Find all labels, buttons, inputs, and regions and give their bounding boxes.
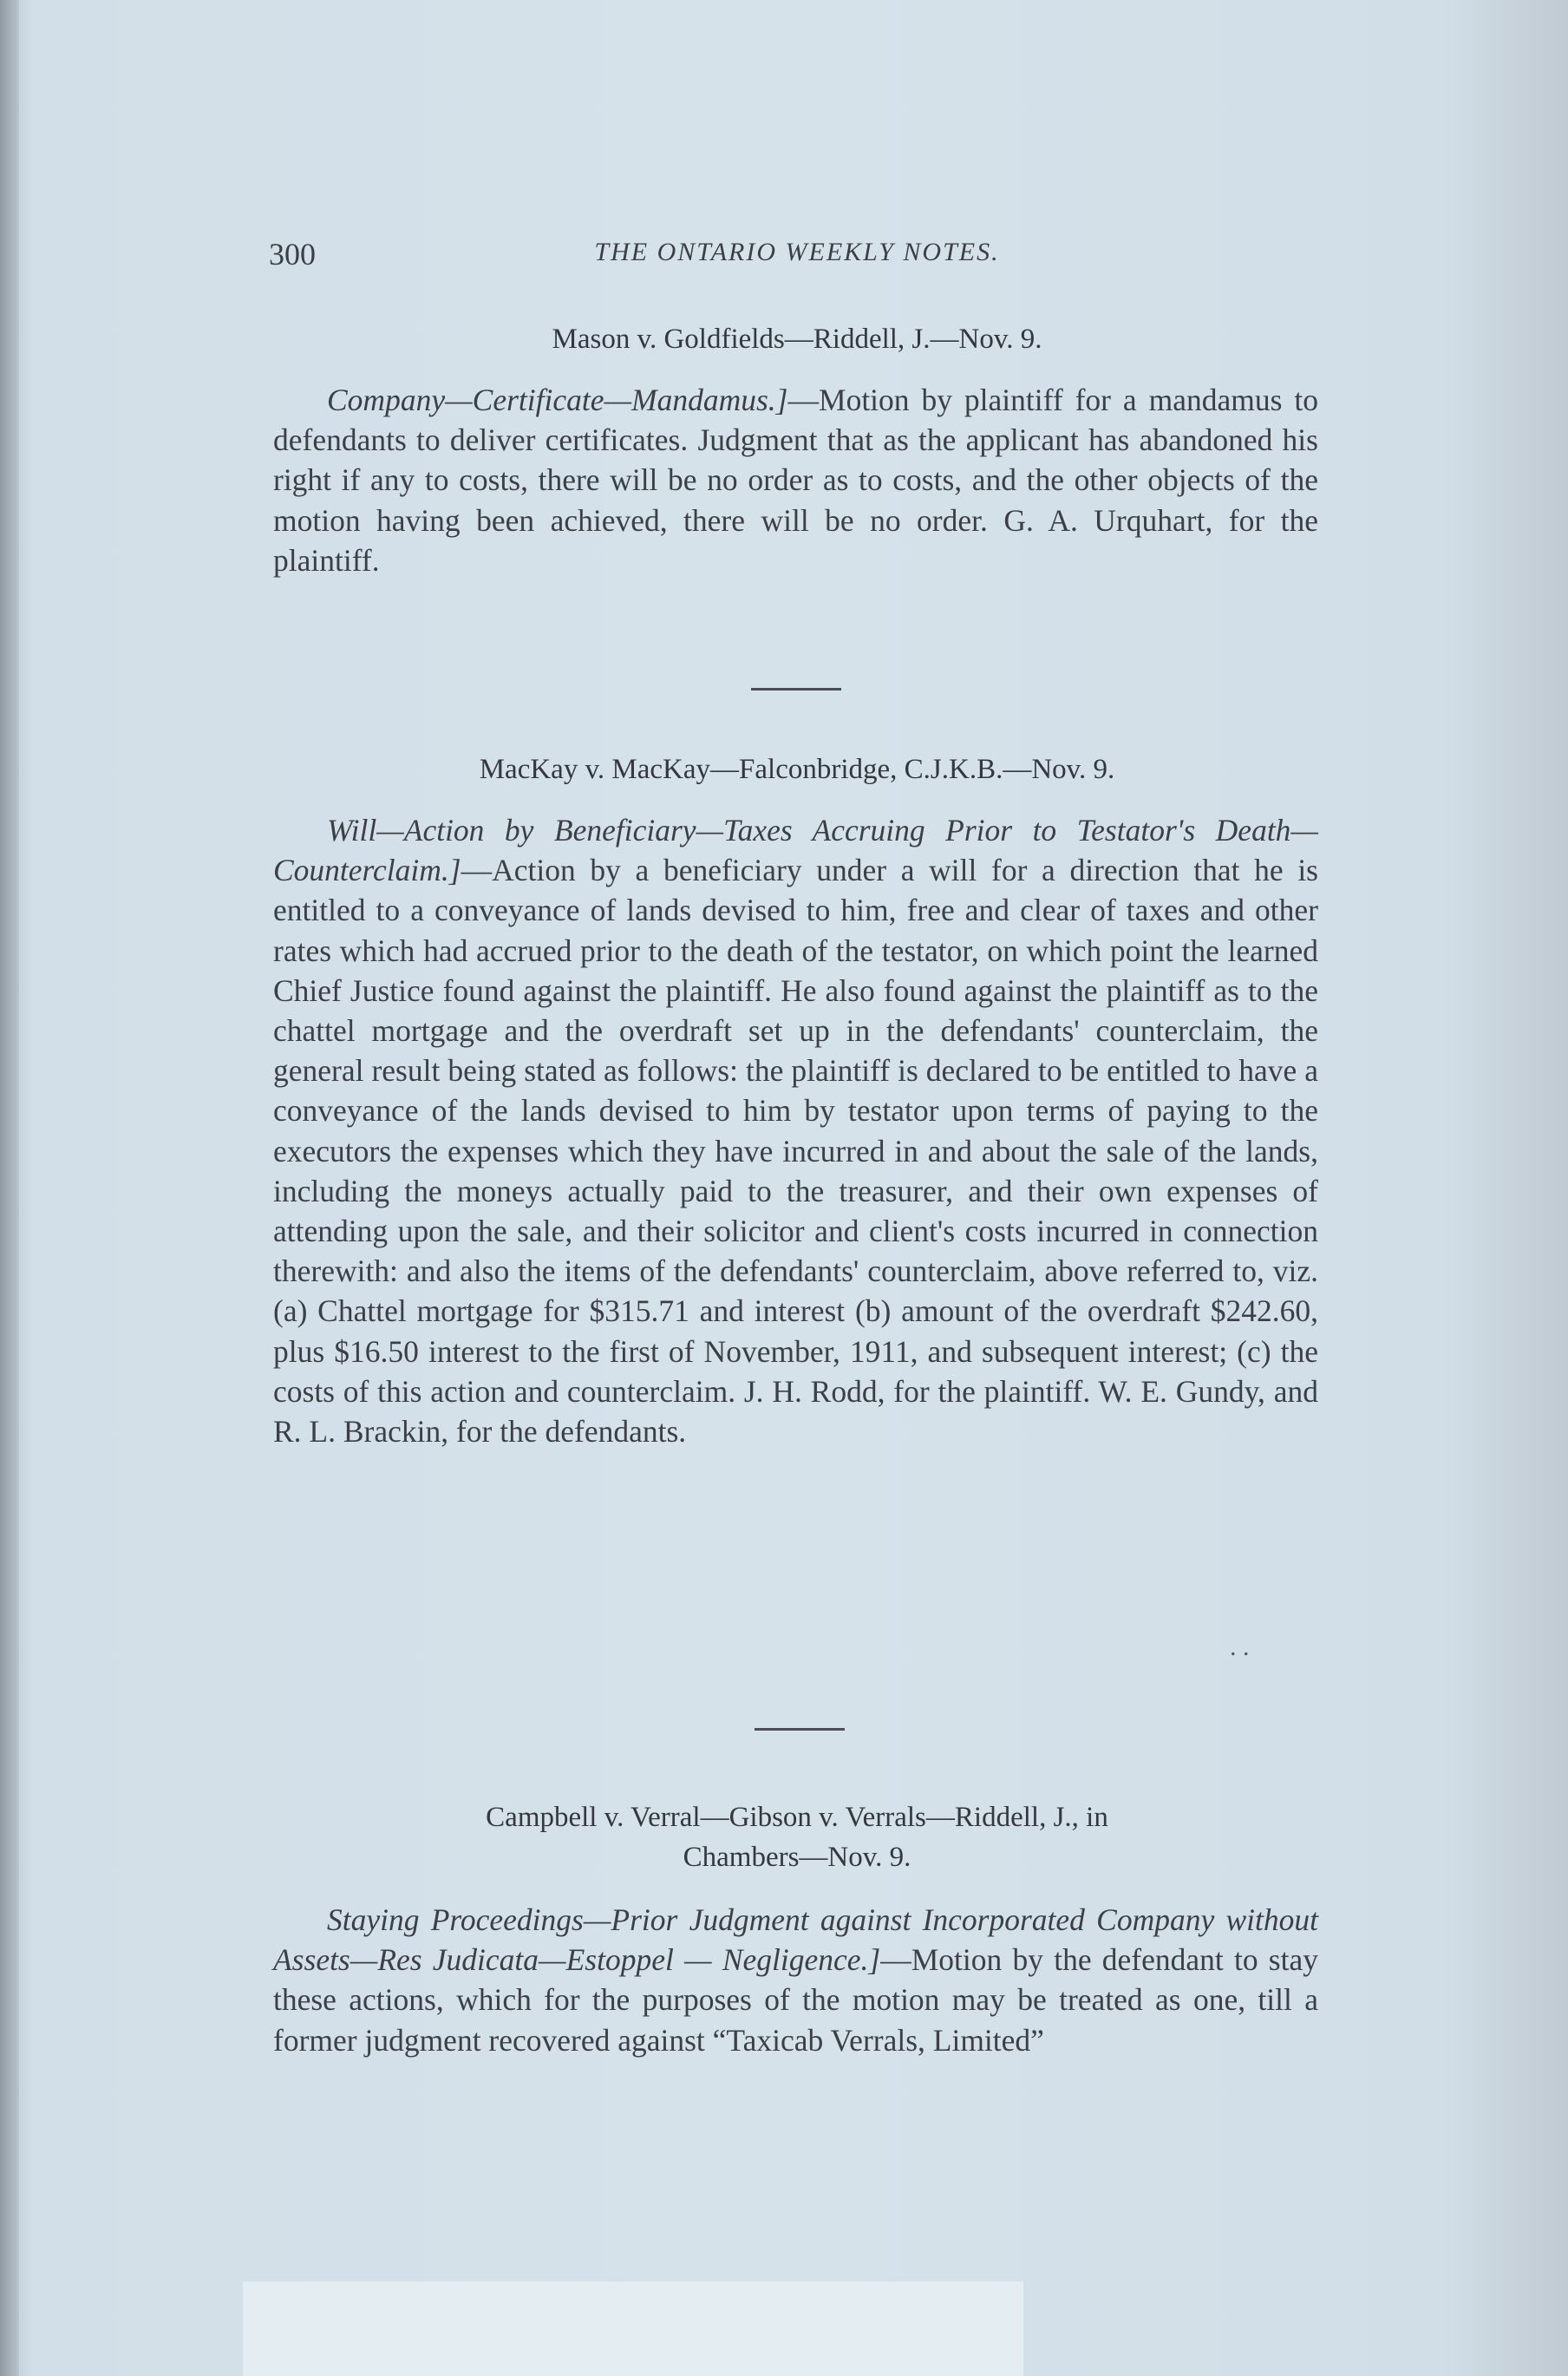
book-spine-shadow bbox=[0, 0, 19, 2376]
running-title: THE ONTARIO WEEKLY NOTES. bbox=[594, 238, 1000, 266]
case-body-campbell bbox=[273, 1900, 1318, 2060]
case-text: —Motion by plaintiff for a mandamus to defendants to deliver certificates. Judgment that as the applicant has abandoned his right if any to costs, there will be no order as to costs, and the other objects of the motion having been achieved, there will be no order. G. A. Urquhart, for the plaintiff. bbox=[273, 383, 1318, 578]
case-title-mason: Mason v. Goldfields—Riddell, J.—Nov. 9. bbox=[552, 324, 1042, 355]
case-headnote: Will—Action by Beneficiary—Taxes Accruing Prior to Testator's Death—Counterclaim.] bbox=[273, 813, 1318, 888]
scan-blank-strip bbox=[243, 2281, 1023, 2376]
section-divider bbox=[751, 688, 841, 691]
case-headnote: Company—Certificate—Mandamus.] bbox=[327, 383, 788, 417]
trailing-marks: . . bbox=[1230, 1633, 1250, 1661]
case-title-mackay: MacKay v. MacKay—Falconbridge, C.J.K.B.—Nov. 9. bbox=[479, 754, 1115, 785]
case-body-mackay bbox=[273, 810, 1318, 1451]
section-divider bbox=[755, 1728, 845, 1731]
case-text: —Action by a beneficiary under a will for a direction that he is entitled to a conveyance of lands devised to him, free and clear of taxes and other rates which had accrued prior to the death of the testator, on which point the learned Chief Justice found against the plaintiff. He also found against the plaintiff as to the chattel mortgage and the overdraft set up in the defendants' counterclaim, the general result being stated as follows: the plaintiff is declared to be entitled to have a conveyance of the lands devised to him by testator upon terms of paying to the executors the expenses which they have incurred in and about the sale of the lands, including the moneys actually paid to the treasurer, and their own expenses of attending upon the sale, and their solicitor and client's costs incurred in connection therewith: and also the items of the defendants' counterclaim, above referred to, viz. (a) Chattel mortgage for $315.71 and interest (b) amount of the overdraft $242.60, plus $16.50 interest to the first of November, 1911, and subsequent interest; (c) the costs of this action and counterclaim. J. H. Rodd, for the plaintiff. W. E. Gundy, and R. L. Brackin, for the defendants. bbox=[273, 853, 1318, 1450]
case-text: —Motion by the defendant to stay these actions, which for the purposes of the motion may be treated as one, till a former judgment recovered against “Taxicab Verrals, Limited” bbox=[273, 1942, 1318, 2058]
page-number: 300 bbox=[269, 237, 316, 272]
case-title-campbell bbox=[269, 1797, 1325, 1877]
page-header bbox=[269, 236, 1325, 279]
case-title-line: Campbell v. Verral—Gibson v. Verrals—Riddell, J., in bbox=[486, 1802, 1108, 1833]
case-title-line: Chambers—Nov. 9. bbox=[683, 1842, 911, 1873]
case-body-mason bbox=[273, 380, 1318, 580]
case-headnote: Staying Proceedings—Prior Judgment against Incorporated Company without Assets—Res Judicata—Estoppel — Negligence.] bbox=[273, 1902, 1318, 1978]
